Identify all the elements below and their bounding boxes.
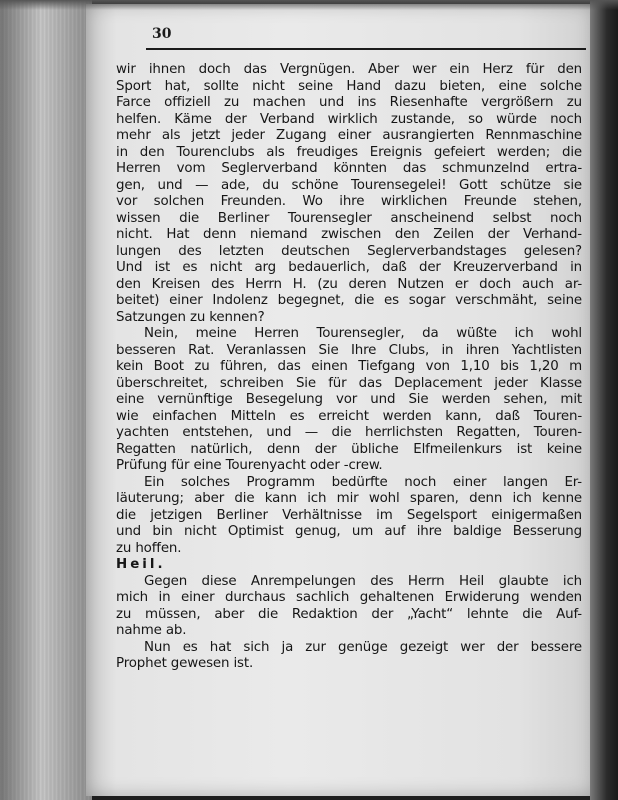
text-line: zu hoffen. [116, 540, 182, 556]
text-line: Und ist es nicht arg bedauerlich, daß der Kreuzerverband in [116, 260, 582, 275]
text-line: Ein solches Programm bedürfte noch einer langen Er- [144, 474, 582, 490]
text-line: mehr als jetzt jeder Zugang einer ausrangierten Rennmaschine [116, 128, 582, 143]
text-line: vor solchen Freunden. Wo ihre wirklichen Freunde stehen, [116, 194, 582, 209]
text-line: gen, und — ade, du schöne Tourensegelei! Gott schütze sie [116, 177, 582, 193]
text-line: Herren vom Seglerverband könnten das schmunzelnd ertra- [116, 161, 582, 176]
text-line: Sport hat, sollte nicht seine Hand dazu bieten, eine solche [116, 78, 582, 94]
paragraph [116, 640, 582, 673]
text-line: eine vernünftige Besegelung vor und Sie werden sehen, mit [116, 392, 582, 407]
text-line: in den Tourenclubs als freudiges Ereignis gefeiert werden; die [116, 144, 582, 160]
text-line: überschreitet, schreiben Sie für das Deplacement jeder Klasse [116, 375, 582, 391]
text-line: die jetzigen Berliner Verhältnisse im Segelsport einigermaßen [116, 507, 582, 523]
text-line: helfen. Käme der Verband wirklich zustande, so würde noch [116, 111, 582, 127]
text-line: Regatten natürlich, denn der übliche Elfmeilenkurs ist keine [116, 441, 582, 457]
text-line: den Kreisen des Herrn H. (zu deren Nutzen er doch auch ar- [116, 276, 582, 292]
text-line: läuterung; aber die kann ich mir wohl sparen, denn ich kenne [116, 491, 582, 506]
paragraph [116, 62, 582, 326]
header-rule [146, 48, 586, 50]
text-line: und bin nicht Optimist genug, um auf ihre baldige Besserung [116, 524, 582, 539]
paragraph [116, 574, 582, 640]
text-line: Gegen diese Anrempelungen des Herrn Heil glaubte ich [144, 573, 582, 589]
text-line: lungen des letzten deutschen Seglerverbandstages gelesen? [116, 243, 582, 259]
page-sheet [86, 4, 594, 796]
text-line: besseren Rat. Veranlassen Sie Ihre Clubs, in ihren Yachtlisten [116, 342, 582, 358]
text-line: Prüfung für eine Tourenyacht oder -crew. [116, 458, 383, 473]
text-line: wir ihnen doch das Vergnügen. Aber wer ein Herz für den [116, 62, 582, 77]
right-margin-shadow [590, 0, 618, 800]
text-line: mich in einer durchaus sachlich gehaltenen Erwiderung wenden [116, 590, 582, 605]
text-line: Nein, meine Herren Tourensegler, da wüßte ich wohl [144, 326, 582, 341]
text-line: kein Boot zu führen, das einen Tiefgang von 1,10 bis 1,20 m [116, 359, 582, 374]
text-line: wie einfachen Mitteln es erreicht werden kann, daß Touren- [116, 408, 582, 424]
top-shadow [0, 0, 618, 10]
text-line: nahme ab. [116, 623, 187, 638]
page-number: 30 [152, 26, 172, 42]
text-line: nicht. Hat denn niemand zwischen den Zeilen der Verhand- [116, 227, 582, 242]
text-line: wissen die Berliner Tourensegler anscheinend selbst noch [116, 210, 582, 226]
text-line: zu müssen, aber die Redaktion der „Yacht“ lehnte die Auf- [116, 606, 582, 622]
paragraph [116, 326, 582, 475]
text-line: Farce offiziell zu machen und ins Riesenhafte vergrößern zu [116, 95, 582, 110]
paragraph [116, 475, 582, 574]
text-line: Satzungen zu kennen? [116, 309, 265, 325]
book-page-edges [0, 0, 92, 800]
text-line: Prophet gewesen ist. [116, 656, 254, 671]
author-signature: Heil. [116, 557, 166, 572]
text-line: Nun es hat sich ja zur genüge gezeigt wer der bessere [144, 639, 582, 655]
text-line: yachten entstehen, und — die herrlichsten Regatten, Touren- [116, 425, 582, 440]
text-line: beitet) einer Indolenz begegnet, die es sogar verschmäht, seine [116, 293, 582, 308]
body-text [116, 62, 582, 673]
